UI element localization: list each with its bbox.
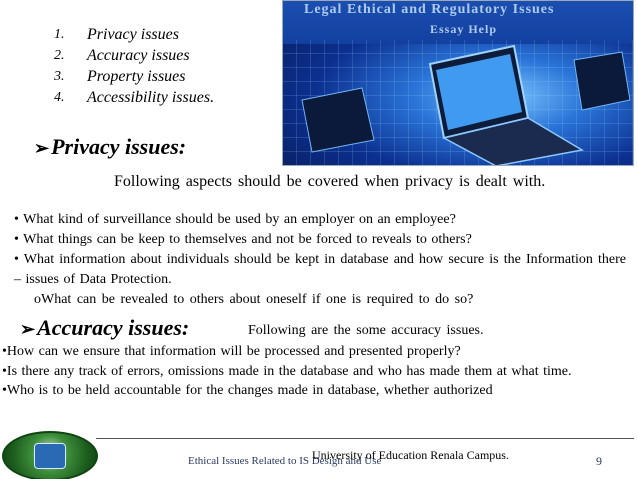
list-item: •Who is to be held accountable for the changes made in database, whether authorized — [2, 383, 493, 398]
list-item: • What kind of surveillance should be used by an employer on an employee? — [14, 212, 456, 227]
accuracy-bullets — [2, 342, 602, 401]
list-item: •How can we ensure that information will be processed and presented properly? — [2, 344, 461, 359]
arrow-bullet-icon: ➢ — [20, 319, 36, 339]
page-number: 9 — [596, 454, 602, 468]
photo-frame — [282, 0, 634, 166]
logo-shield — [34, 443, 66, 469]
privacy-sub-bullet: oWhat can be revealed to others about oneself if one is required to do so? — [34, 292, 474, 307]
privacy-heading: ➢Privacy issues: — [34, 134, 187, 159]
slide: 1. Privacy issues 2. Accuracy issues 3. Property issues 4. Accessibility issues. Legal Ethical and Regulatory Issues Essay Help ➢Privacy issues: Following aspects should be covered when privacy is dealt with. • What kind of surveillance should be used by an employer on an employee? • What things can be keep to themselves and not be forced to reveals to others? • What information about individuals should be kept in database and how secure is the Information there – issues of Data Protection. oWhat can be revealed to others about oneself if one is required to do so? ➢Accuracy issues: Following are the some accuracy issues. •How can we ensure that information will be processed and presented properly? •Is there any track of errors, omissions made in the database and who has made them at what time. •Who is to be held accountable for the changes made in database, whether authorized Ethical Issues Related to IS Design and Use University of Education Renala Campus. 9 — [0, 0, 638, 479]
privacy-intro: Following aspects should be covered when privacy is dealt with. — [114, 173, 546, 190]
accuracy-intro: Following are the some accuracy issues. — [248, 323, 484, 338]
privacy-bullets — [14, 210, 626, 290]
accuracy-heading: ➢Accuracy issues: — [20, 315, 190, 340]
laptop-photo — [282, 0, 634, 166]
footer-title: Ethical Issues Related to IS Design and Use — [188, 455, 382, 467]
photo-banner-title: Legal Ethical and Regulatory Issues — [304, 2, 555, 17]
arrow-bullet-icon: ➢ — [34, 138, 50, 158]
list-item: •Is there any track of errors, omissions made in the database and who has made them at what time. — [2, 363, 572, 379]
footer-divider — [96, 438, 634, 439]
footer-institution: University of Education Renala Campus. — [312, 448, 509, 462]
university-logo-icon — [2, 431, 98, 479]
photo-banner-subtitle: Essay Help — [430, 22, 498, 36]
list-item: • What information about individuals should be kept in database and how secure is the Information there – issues of Data Protection. — [14, 252, 626, 287]
list-item: • What things can be keep to themselves and not be forced to reveals to others? — [14, 232, 472, 247]
